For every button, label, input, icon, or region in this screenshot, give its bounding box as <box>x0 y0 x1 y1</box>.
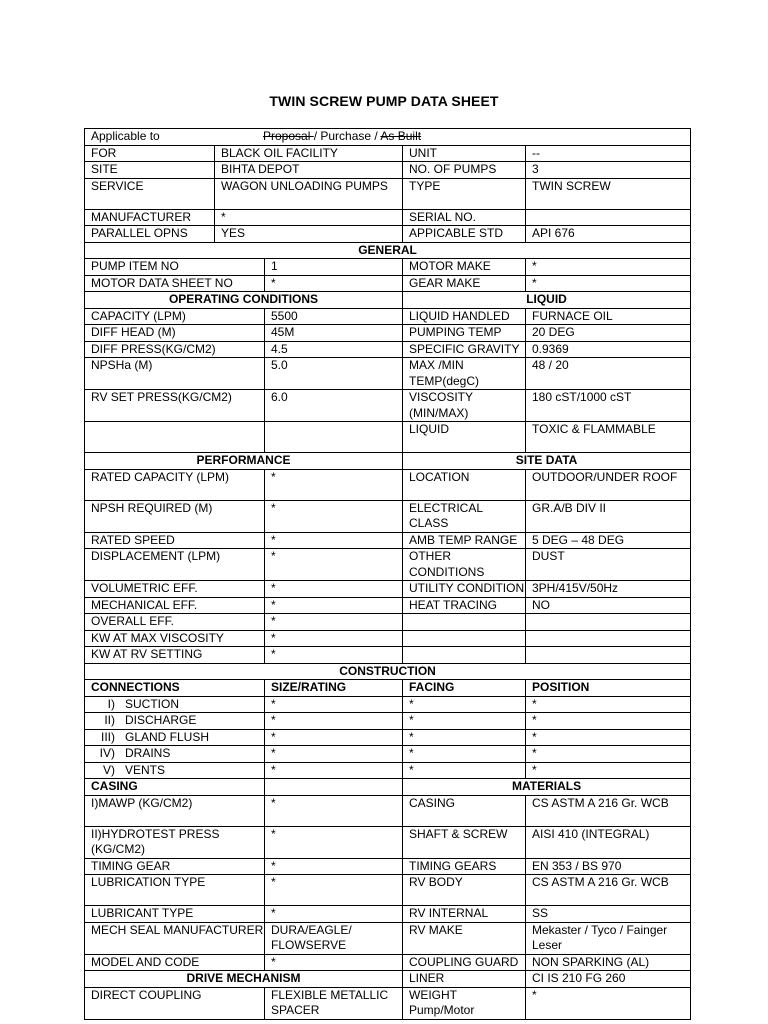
table-row <box>85 826 691 858</box>
field-value: 0.9369 <box>526 341 691 358</box>
field-value: * <box>403 729 526 746</box>
table-row <box>85 422 691 453</box>
size-rating-header: SIZE/RATING <box>265 680 403 697</box>
field-value: * <box>265 469 403 500</box>
section-general: GENERAL <box>85 242 691 259</box>
table-row <box>85 145 691 162</box>
table-row <box>85 795 691 826</box>
field-value: 3 <box>526 162 691 179</box>
field-label: DISPLACEMENT (LPM) <box>85 549 265 581</box>
field-value: * <box>265 762 403 779</box>
section-materials: MATERIALS <box>403 779 691 796</box>
field-label: MODEL AND CODE <box>85 954 265 971</box>
table-row <box>85 308 691 325</box>
table-row <box>85 581 691 598</box>
field-label <box>403 647 526 664</box>
field-label: SITE <box>85 162 215 179</box>
field-label: LUBRICANT TYPE <box>85 906 265 923</box>
connection-label: VENTS <box>125 762 166 777</box>
field-value: CS ASTM A 216 Gr. WCB <box>526 795 691 826</box>
field-value: 1 <box>265 259 403 276</box>
as-built-option: As Built <box>380 129 422 143</box>
table-row <box>85 746 691 763</box>
table-row <box>85 680 691 697</box>
field-label: NO. OF PUMPS <box>403 162 526 179</box>
table-row <box>85 729 691 746</box>
field-value: 4.5 <box>265 341 403 358</box>
field-value: 48 / 20 <box>526 358 691 390</box>
field-label: SPECIFIC GRAVITY <box>403 341 526 358</box>
proposal-option: Proposal <box>263 129 314 143</box>
field-label: OVERALL EFF. <box>85 614 265 631</box>
table-row <box>85 226 691 243</box>
field-label: DIFF HEAD (M) <box>85 325 265 342</box>
field-value: * <box>526 275 691 292</box>
field-label: RV MAKE <box>403 922 526 954</box>
connection-number: V) <box>103 762 115 777</box>
page-title: TWIN SCREW PUMP DATA SHEET <box>269 93 499 109</box>
field-label: LIQUID <box>403 422 526 453</box>
table-row <box>85 390 691 422</box>
field-value: 5.0 <box>265 358 403 390</box>
field-value: * <box>265 906 403 923</box>
field-value: FURNACE OIL <box>526 308 691 325</box>
table-row <box>85 779 691 796</box>
table-row <box>85 500 691 532</box>
field-label: WEIGHT Pump/Motor <box>403 987 526 1019</box>
field-value: * <box>265 581 403 598</box>
casing-label: CASING <box>85 779 265 796</box>
table-row <box>85 275 691 292</box>
section-drive-mechanism: DRIVE MECHANISM <box>85 971 403 988</box>
field-label: MAX /MIN TEMP(degC) <box>403 358 526 390</box>
field-value: NON SPARKING (AL) <box>526 954 691 971</box>
field-label: APPICABLE STD <box>403 226 526 243</box>
field-value: * <box>403 713 526 730</box>
connection-number: II) <box>104 713 115 727</box>
connection-label: GLAND FLUSH <box>125 729 210 744</box>
table-row <box>85 971 691 988</box>
table-row <box>85 858 691 875</box>
field-label: UTILITY CONDITION <box>403 581 526 598</box>
field-label: CASING <box>403 795 526 826</box>
table-row <box>85 987 691 1019</box>
table-row <box>85 875 691 906</box>
field-value <box>526 647 691 664</box>
table-row <box>85 630 691 647</box>
field-label: VOLUMETRIC EFF. <box>85 581 265 598</box>
table-row <box>85 209 691 226</box>
field-value <box>526 630 691 647</box>
table-row <box>85 453 691 470</box>
table-row <box>85 647 691 664</box>
table-row <box>85 922 691 954</box>
connections-header: CONNECTIONS <box>85 680 265 697</box>
field-value: DURA/EAGLE/ FLOWSERVE <box>265 922 403 954</box>
field-value: * <box>526 762 691 779</box>
field-value: * <box>265 696 403 713</box>
field-value: CS ASTM A 216 Gr. WCB <box>526 875 691 906</box>
field-value: * <box>265 746 403 763</box>
field-label: TIMING GEAR <box>85 858 265 875</box>
table-row <box>85 549 691 581</box>
field-value: * <box>526 746 691 763</box>
table-row <box>85 614 691 631</box>
connection-number: III) <box>101 729 115 744</box>
field-label: NPSHa (M) <box>85 358 265 390</box>
field-value: * <box>265 713 403 730</box>
field-label: RV SET PRESS(KG/CM2) <box>85 390 265 422</box>
table-row <box>85 129 691 146</box>
section-site-data: SITE DATA <box>403 453 691 470</box>
field-value: * <box>265 549 403 581</box>
field-value: * <box>265 532 403 549</box>
field-value: * <box>265 500 403 532</box>
field-value: 180 cST/1000 cST <box>526 390 691 422</box>
field-value: 5500 <box>265 308 403 325</box>
field-label: MOTOR MAKE <box>403 259 526 276</box>
field-label <box>85 422 265 453</box>
table-row <box>85 532 691 549</box>
field-value: * <box>526 729 691 746</box>
connection-item <box>85 762 265 779</box>
applicable-row <box>85 129 691 146</box>
table-row <box>85 954 691 971</box>
field-value: * <box>526 713 691 730</box>
empty-cell <box>265 779 403 796</box>
field-label: RV INTERNAL <box>403 906 526 923</box>
field-label: NPSH REQUIRED (M) <box>85 500 265 532</box>
table-row <box>85 325 691 342</box>
field-label <box>403 614 526 631</box>
field-value: * <box>403 762 526 779</box>
field-value: TOXIC & FLAMMABLE <box>526 422 691 453</box>
field-label: SHAFT & SCREW <box>403 826 526 858</box>
field-label: MECHANICAL EFF. <box>85 597 265 614</box>
field-value <box>526 209 691 226</box>
connection-label: SUCTION <box>125 696 179 711</box>
field-label: RV BODY <box>403 875 526 906</box>
field-value: Mekaster / Tyco / Fainger Leser <box>526 922 691 954</box>
table-row <box>85 341 691 358</box>
field-value: EN 353 / BS 970 <box>526 858 691 875</box>
field-value: * <box>265 875 403 906</box>
field-value: NO <box>526 597 691 614</box>
field-label: FOR <box>85 145 215 162</box>
field-label: MOTOR DATA SHEET NO <box>85 275 265 292</box>
field-label: KW AT RV SETTING <box>85 647 265 664</box>
field-label: KW AT MAX VISCOSITY <box>85 630 265 647</box>
field-label: GEAR MAKE <box>403 275 526 292</box>
connection-label: DRAINS <box>125 746 171 760</box>
table-row <box>85 696 691 713</box>
section-liquid: LIQUID <box>403 292 691 309</box>
field-value: 6.0 <box>265 390 403 422</box>
field-value: -- <box>526 145 691 162</box>
field-value: BLACK OIL FACILITY <box>215 145 403 162</box>
field-label: TYPE <box>403 178 526 209</box>
field-value: CI IS 210 FG 260 <box>526 971 691 988</box>
field-value: * <box>265 614 403 631</box>
field-value: 5 DEG – 48 DEG <box>526 532 691 549</box>
connection-item <box>85 696 265 713</box>
field-label: VISCOSITY (MIN/MAX) <box>403 390 526 422</box>
field-label: LIQUID HANDLED <box>403 308 526 325</box>
field-value: 45M <box>265 325 403 342</box>
field-value: * <box>403 746 526 763</box>
table-row <box>85 259 691 276</box>
connection-label: DISCHARGE <box>125 713 197 727</box>
field-value: API 676 <box>526 226 691 243</box>
field-label: RATED SPEED <box>85 532 265 549</box>
field-value: * <box>265 597 403 614</box>
table-row <box>85 597 691 614</box>
field-value: AISI 410 (INTEGRAL) <box>526 826 691 858</box>
field-value: * <box>265 647 403 664</box>
field-label: RATED CAPACITY (LPM) <box>85 469 265 500</box>
connection-number: I) <box>107 696 115 711</box>
field-value: WAGON UNLOADING PUMPS <box>215 178 403 209</box>
field-label: HEAT TRACING <box>403 597 526 614</box>
field-value: FLEXIBLE METALLIC SPACER <box>265 987 403 1019</box>
field-value: GR.A/B DIV II <box>526 500 691 532</box>
table-row <box>85 663 691 680</box>
facing-header: FACING <box>403 680 526 697</box>
field-label: CAPACITY (LPM) <box>85 308 265 325</box>
field-label: ELECTRICAL CLASS <box>403 500 526 532</box>
field-value: 3PH/415V/50Hz <box>526 581 691 598</box>
field-value: BIHTA DEPOT <box>215 162 403 179</box>
field-label: TIMING GEARS <box>403 858 526 875</box>
field-value: * <box>265 858 403 875</box>
field-value: * <box>403 696 526 713</box>
table-row <box>85 292 691 309</box>
field-value: SS <box>526 906 691 923</box>
field-value: * <box>265 826 403 858</box>
field-value: TWIN SCREW <box>526 178 691 209</box>
field-label <box>403 630 526 647</box>
field-label: PARALLEL OPNS <box>85 226 215 243</box>
table-row <box>85 358 691 390</box>
table-row <box>85 906 691 923</box>
field-label: PUMPING TEMP <box>403 325 526 342</box>
field-value: * <box>265 729 403 746</box>
table-row <box>85 469 691 500</box>
field-value: OUTDOOR/UNDER ROOF <box>526 469 691 500</box>
applicable-label: Applicable to <box>91 129 160 143</box>
field-label: MECH SEAL MANUFACTURER <box>85 922 265 954</box>
field-label: SERVICE <box>85 178 215 209</box>
field-value: * <box>265 954 403 971</box>
field-value: * <box>526 987 691 1019</box>
field-label: LOCATION <box>403 469 526 500</box>
data-sheet-table <box>84 128 691 1020</box>
field-value <box>265 422 403 453</box>
connection-number: IV) <box>99 746 115 760</box>
section-operating-conditions: OPERATING CONDITIONS <box>85 292 403 309</box>
field-value: * <box>526 696 691 713</box>
table-row <box>85 178 691 209</box>
field-label: DIFF PRESS(KG/CM2) <box>85 341 265 358</box>
field-label: COUPLING GUARD <box>403 954 526 971</box>
field-label: MANUFACTURER <box>85 209 215 226</box>
field-value: DUST <box>526 549 691 581</box>
field-label: AMB TEMP RANGE <box>403 532 526 549</box>
purchase-option: / Purchase / <box>313 129 381 143</box>
field-label: OTHER CONDITIONS <box>403 549 526 581</box>
field-label: DIRECT COUPLING <box>85 987 265 1019</box>
field-value: * <box>265 275 403 292</box>
field-label: UNIT <box>403 145 526 162</box>
field-label: II)HYDROTEST PRESS (KG/CM2) <box>85 826 265 858</box>
field-value: YES <box>215 226 403 243</box>
field-value: * <box>526 259 691 276</box>
section-construction: CONSTRUCTION <box>85 663 691 680</box>
section-performance: PERFORMANCE <box>85 453 403 470</box>
table-row <box>85 242 691 259</box>
field-value: 20 DEG <box>526 325 691 342</box>
field-label: PUMP ITEM NO <box>85 259 265 276</box>
connection-item <box>85 729 265 746</box>
field-value <box>526 614 691 631</box>
connection-item <box>85 713 265 730</box>
field-label: LUBRICATION TYPE <box>85 875 265 906</box>
connection-item <box>85 746 265 763</box>
field-label: SERIAL NO. <box>403 209 526 226</box>
position-header: POSITION <box>526 680 691 697</box>
table-row <box>85 713 691 730</box>
field-label: I)MAWP (KG/CM2) <box>85 795 265 826</box>
field-label: LINER <box>403 971 526 988</box>
field-value: * <box>215 209 403 226</box>
field-value: * <box>265 630 403 647</box>
table-row <box>85 162 691 179</box>
field-value: * <box>265 795 403 826</box>
table-row <box>85 762 691 779</box>
